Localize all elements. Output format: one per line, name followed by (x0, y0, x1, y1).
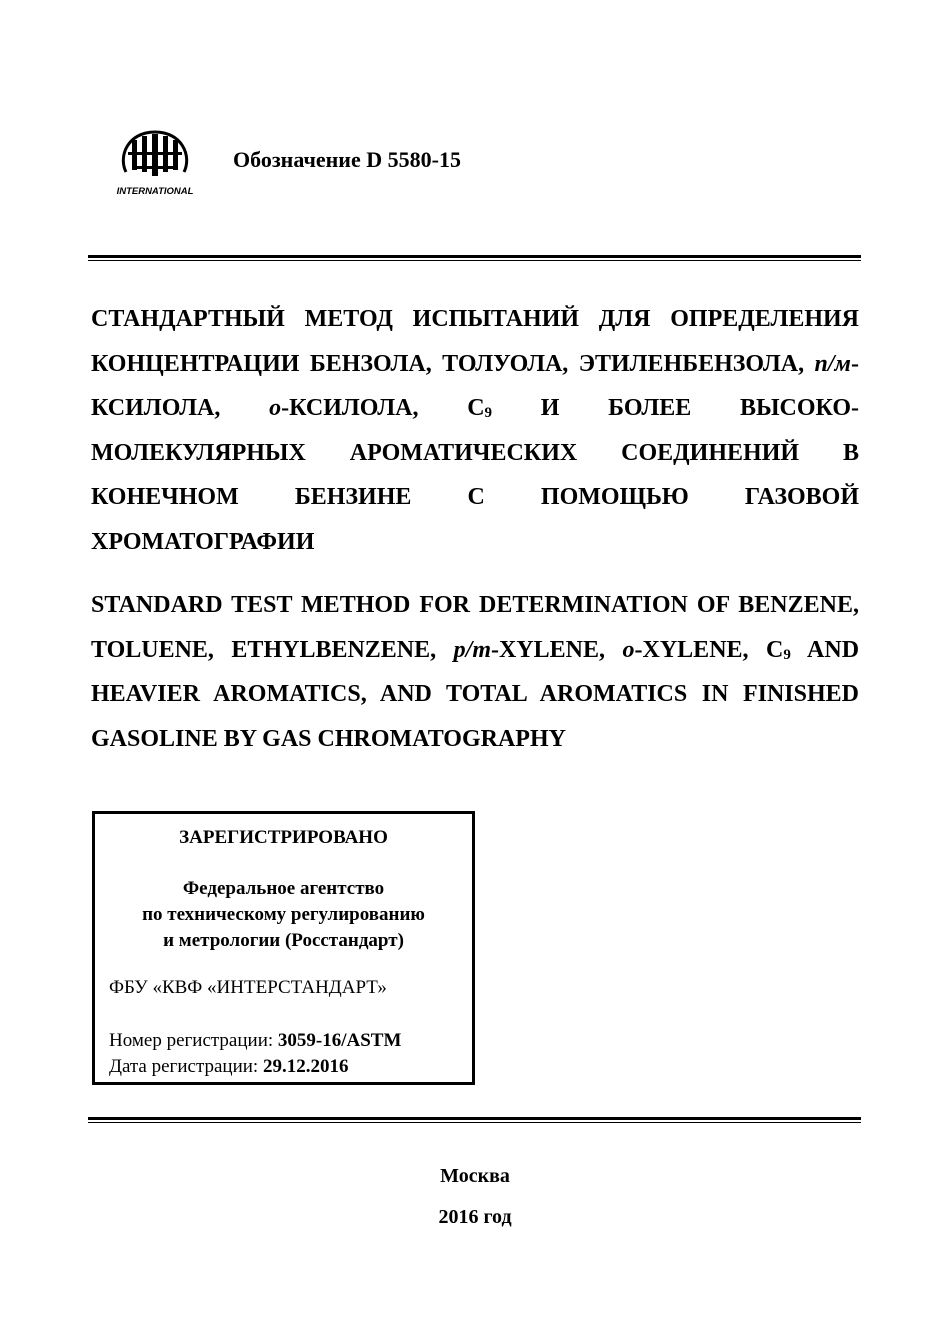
astm-logo (112, 126, 198, 198)
title-ru-part1: СТАНДАРТНЫЙ МЕТОД ИСПЫТАНИЙ ДЛЯ ОПРЕДЕЛЕНИЯ КОНЦЕНТРАЦИИ БЕНЗОЛА, ТОЛУОЛА, ЭТИЛЕНБЕНЗОЛА, (91, 306, 859, 377)
registration-date-value: 29.12.2016 (262, 1056, 349, 1077)
agency-line-1: Федеральное агентство (182, 878, 385, 899)
title-ru-part3: -КСИЛОЛА, С (281, 395, 485, 421)
title-en-part3: -XYLENE, C (634, 636, 784, 663)
registration-date-label: Дата регистрации: (109, 1056, 263, 1077)
bottom-double-rule (88, 1117, 861, 1123)
agency-line-2: по техническому регулированию (142, 904, 425, 925)
publication-year: 2016 год (438, 1206, 512, 1228)
publication-city: Москва (440, 1165, 510, 1187)
title-ru-part2: -КСИЛОЛА, (91, 350, 859, 421)
document-designation: Обозначение D 5580-15 (233, 147, 461, 172)
title-en-subscript: 9 (783, 646, 791, 663)
title-ru-part4: И БОЛЕЕ ВЫСОКО-МОЛЕКУЛЯРНЫХ АРОМАТИЧЕСКИХ СОЕДИНЕНИЙ В КОНЕЧНОМ БЕНЗИНЕ С ПОМОЩЬЮ ГАЗОВОЙ ХРОМАТОГРАФИИ (91, 395, 860, 555)
title-ru-italic2: о (269, 395, 282, 421)
registration-number (109, 1030, 401, 1052)
title-en-italic1: p/m (453, 636, 491, 663)
title-en-italic2: o (622, 636, 635, 663)
title-ru-italic1: п/м (814, 350, 851, 377)
title-ru-subscript: 9 (484, 405, 493, 421)
registration-organization: ФБУ «КВФ «ИНТЕРСТАНДАРТ» (109, 977, 387, 998)
registration-number-label: Номер регистрации: (109, 1030, 278, 1051)
title-en-part4: AND HEAVIER AROMATICS, AND TOTAL AROMATICS IN FINISHED GASOLINE BY GAS CHROMATOGRAPHY (91, 636, 860, 752)
svg-text:INTERNATIONAL: INTERNATIONAL (116, 186, 194, 197)
top-double-rule (88, 255, 861, 261)
registration-agency (95, 876, 472, 954)
title-en-part2: -XYLENE, (491, 636, 623, 663)
agency-line-3: и метрологии (Росстандарт) (163, 930, 404, 951)
registration-number-value: 3059-16/ASTM (277, 1030, 402, 1051)
title-en-part1: STANDARD TEST METHOD FOR DETERMINATION OF BENZENE, TOLUENE, ETHYLBENZENE, (91, 592, 859, 663)
registration-stamp (92, 811, 475, 1085)
title-russian (91, 297, 859, 564)
registration-heading: ЗАРЕГИСТРИРОВАНО (179, 827, 388, 848)
registration-date (109, 1056, 348, 1078)
title-english (91, 583, 859, 761)
